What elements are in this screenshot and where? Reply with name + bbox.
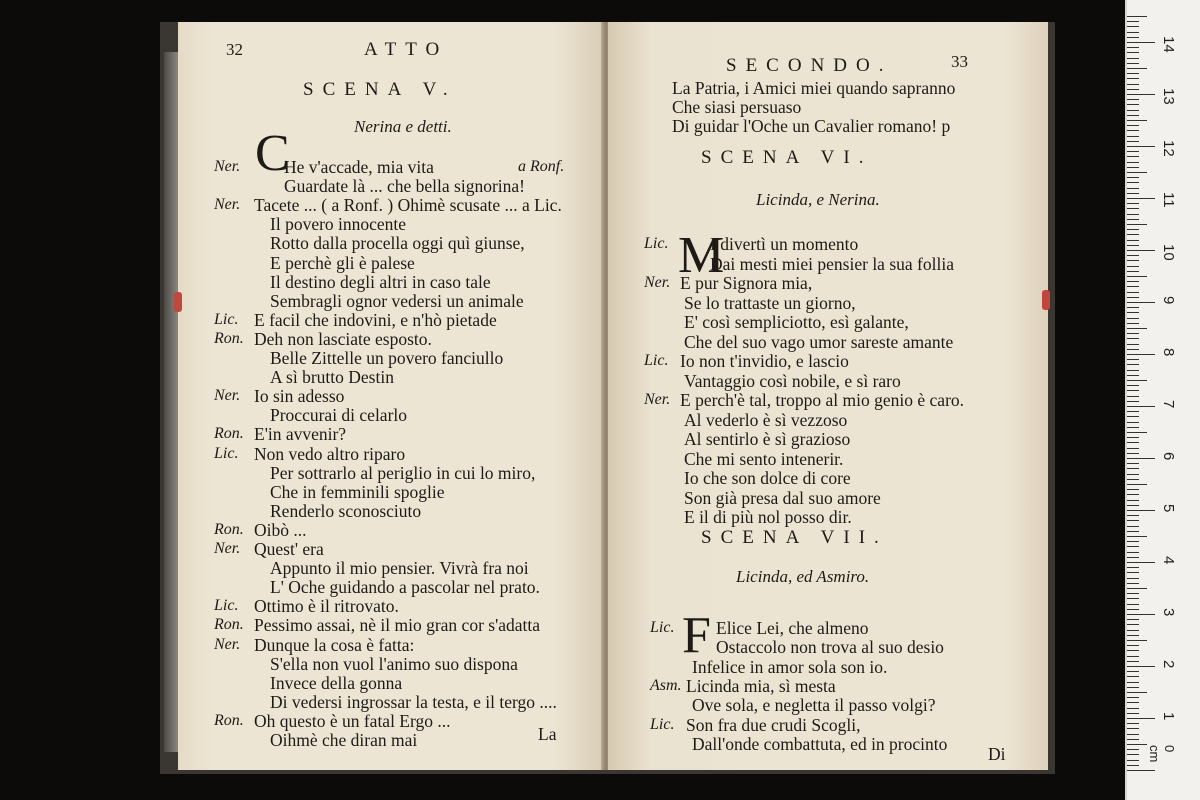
ruler-tick xyxy=(1127,312,1139,313)
ruler-tick xyxy=(1127,432,1147,433)
speaker-label: Ner. xyxy=(644,274,671,291)
dropcap-letter: C xyxy=(255,125,290,182)
ruler-tick xyxy=(1127,552,1139,553)
ruler-number: 8 xyxy=(1160,348,1177,357)
ruler-tick xyxy=(1127,484,1147,485)
ruler-tick xyxy=(1127,515,1139,516)
verse-line: Deh non lasciate esposto. xyxy=(254,328,432,349)
open-book xyxy=(160,22,1055,774)
ruler-tick xyxy=(1127,562,1155,563)
ruler-tick xyxy=(1127,604,1139,605)
ruler-number: 14 xyxy=(1160,36,1177,53)
page-number-right: 33 xyxy=(951,52,968,71)
catchword-right: Di xyxy=(988,744,1006,764)
ruler-number: 10 xyxy=(1160,244,1177,261)
ruler-number: 3 xyxy=(1160,608,1177,617)
ruler-tick xyxy=(1127,765,1139,766)
ruler-tick xyxy=(1127,458,1155,459)
ruler-tick xyxy=(1127,47,1139,48)
ruler-tick xyxy=(1127,572,1139,573)
speaker-label: Ner. xyxy=(644,391,671,408)
ruler-number: 1 xyxy=(1160,712,1177,721)
ruler-tick xyxy=(1127,723,1139,724)
ruler-tick xyxy=(1127,58,1139,59)
ruler-tick xyxy=(1127,224,1147,225)
ruler-tick xyxy=(1127,546,1139,547)
ruler-tick xyxy=(1127,328,1147,329)
ruler-tick xyxy=(1127,531,1139,532)
scene6-dropcap: M xyxy=(678,227,725,284)
ruler-tick xyxy=(1127,110,1139,111)
ruler-tick xyxy=(1127,333,1139,334)
verse-line: Licinda mia, sì mesta xyxy=(686,675,836,696)
ruler-tick xyxy=(1127,167,1139,168)
ruler-tick xyxy=(1127,151,1139,152)
verse-line: Al sentirlo è sì grazioso xyxy=(684,429,851,449)
verse-line: A sì brutto Destin xyxy=(270,367,394,388)
speaker-label: Ner. xyxy=(214,540,241,557)
scene7-characters: Licinda, ed Asmiro. xyxy=(736,567,870,586)
ruler-tick xyxy=(1127,136,1139,137)
ruler-tick xyxy=(1127,676,1139,677)
ruler-tick xyxy=(1127,94,1155,95)
ruler-tick xyxy=(1127,37,1139,38)
verse-line: E' così sempliciotto, esì galante, xyxy=(684,312,909,332)
ruler-tick xyxy=(1127,307,1139,308)
ruler-tick xyxy=(1127,182,1139,183)
ruler-number: 6 xyxy=(1160,452,1177,461)
verse-line: Guardate là ... che bella signorina! xyxy=(284,176,526,197)
ruler-tick xyxy=(1127,292,1139,293)
speaker-label: Ron. xyxy=(214,520,244,538)
ruler-tick xyxy=(1127,245,1139,246)
ruler-number: 5 xyxy=(1160,504,1177,513)
ruler-tick xyxy=(1127,354,1155,355)
ruler-tick xyxy=(1127,349,1139,350)
ruler-tick xyxy=(1127,666,1155,667)
speaker-label: Ron. xyxy=(214,711,244,729)
running-head-right: SECONDO. xyxy=(726,55,893,76)
verse-line: E il di più nol posso dir. xyxy=(684,507,852,527)
ruler-tick xyxy=(1127,463,1139,464)
ruler-tick xyxy=(1127,713,1139,714)
ruler-tick xyxy=(1127,104,1139,105)
ruler-unit-label: 0 cm xyxy=(1147,745,1177,763)
ruler-tick xyxy=(1127,141,1139,142)
verse-line: Pessimo assai, nè il mio gran cor s'adatta xyxy=(254,615,541,636)
ruler-tick xyxy=(1127,650,1139,651)
verse-line: Son fra due crudi Scogli, xyxy=(686,714,861,735)
ruler-tick xyxy=(1127,219,1139,220)
ruler-number: 4 xyxy=(1160,556,1177,565)
running-head-left: ATTO xyxy=(364,39,449,60)
verse-line: Renderlo sconosciuto xyxy=(270,500,422,521)
ruler-tick xyxy=(1127,661,1139,662)
ruler-number: 9 xyxy=(1160,296,1177,305)
verse-line: Son già presa dal suo amore xyxy=(684,487,881,508)
verse-line: Quest' era xyxy=(254,539,324,559)
speaker-label: Asm. xyxy=(650,676,682,694)
ruler-tick xyxy=(1127,640,1147,641)
ruler-tick xyxy=(1127,297,1139,298)
left-page xyxy=(178,22,603,770)
ruler-tick xyxy=(1127,302,1155,303)
ruler-tick xyxy=(1127,734,1139,735)
ruler-tick xyxy=(1127,593,1139,594)
ruler-tick xyxy=(1127,21,1139,22)
ruler-tick xyxy=(1127,526,1139,527)
ruler-tick xyxy=(1127,52,1139,53)
right-page xyxy=(608,22,1048,770)
ruler-tick xyxy=(1127,749,1139,750)
verse-line: Rotto dalla procella oggi quì giunse, xyxy=(270,233,525,254)
ruler-number: 11 xyxy=(1160,192,1177,208)
ruler-tick xyxy=(1127,687,1139,688)
ruler-tick xyxy=(1127,84,1139,85)
ruler-tick xyxy=(1127,16,1147,17)
verse-line: Ove sola, e negletta il passo volgi? xyxy=(692,695,936,716)
scene-characters: Nerina e detti. xyxy=(354,117,452,136)
ruler-tick xyxy=(1127,370,1139,371)
ruler-tick xyxy=(1127,442,1139,443)
ruler-number: 7 xyxy=(1160,400,1177,409)
speaker-label: Ron. xyxy=(214,329,244,347)
ruler-tick xyxy=(1127,396,1139,397)
ruler-tick xyxy=(1127,26,1139,27)
verse-line: Di vedersi ingrossar la testa, e il tergo .... xyxy=(270,691,557,712)
ruler-tick xyxy=(1127,32,1139,33)
ruler-tick xyxy=(1127,448,1139,449)
ruler-tick xyxy=(1127,422,1139,423)
page-number-left: 32 xyxy=(226,40,243,59)
verse-line: E'in avvenir? xyxy=(254,424,347,445)
ruler-tick xyxy=(1127,583,1139,584)
speaker-label: Ner. xyxy=(214,635,241,653)
verse-line: E perchè gli è palese xyxy=(270,252,415,273)
ruler-tick xyxy=(1127,624,1139,625)
speaker-label: Ner. xyxy=(214,158,241,175)
ruler-tick xyxy=(1127,89,1139,90)
verse-line: Per sottrarlo al periglio in cui lo miro, xyxy=(270,462,536,483)
ruler-tick xyxy=(1127,323,1139,324)
catchword-left: La xyxy=(538,724,557,744)
ruler-tick xyxy=(1127,598,1139,599)
ruler-tick xyxy=(1127,744,1147,745)
verse-line: Oibò ... xyxy=(254,519,307,540)
verse-line: Vantaggio così nobile, e sì raro xyxy=(684,370,901,391)
scene6-title: SCENA VI. xyxy=(701,147,873,168)
verse-line: Oh questo è un fatal Ergo ... xyxy=(254,710,451,731)
ruler-tick xyxy=(1127,156,1139,157)
verse-line: Proccurai di celarlo xyxy=(270,405,408,426)
speaker-label: Lic. xyxy=(644,352,669,369)
ruler-tick xyxy=(1127,500,1139,501)
verse-line: Dall'onde combattuta, ed in procinto xyxy=(692,733,948,754)
ruler-tick xyxy=(1127,286,1139,287)
ruler-tick xyxy=(1127,364,1139,365)
ruler-number: 13 xyxy=(1160,88,1177,105)
verse-line: Io che son dolce di core xyxy=(684,468,851,488)
verse-line: Che in femminili spoglie xyxy=(270,481,445,502)
ruler-tick xyxy=(1127,255,1139,256)
ruler-tick xyxy=(1127,146,1155,147)
ruler-tick xyxy=(1127,68,1147,69)
ruler-tick xyxy=(1127,692,1147,693)
ruler-tick xyxy=(1127,505,1139,506)
verse-line: E facil che indovini, e n'hò pietade xyxy=(254,309,497,330)
verse-line: Tacete ... ( a Ronf. ) Ohimè scusate ... a Lic. xyxy=(254,195,562,216)
ruler-tick xyxy=(1127,437,1139,438)
ruler-tick xyxy=(1127,614,1155,615)
verse-line: Appunto il mio pensier. Vivrà fra noi xyxy=(270,558,529,579)
ruler-tick xyxy=(1127,318,1139,319)
ruler-tick xyxy=(1127,229,1139,230)
ruler-tick xyxy=(1127,541,1139,542)
verse-line: Al vederlo è sì vezzoso xyxy=(684,409,848,430)
ruler-tick xyxy=(1127,338,1139,339)
verse-line: Infelice in amor sola son io. xyxy=(692,656,888,677)
verse-line: Io sin adesso xyxy=(254,386,345,407)
verse-line: Sembragli ognor vedersi un animale xyxy=(270,290,524,311)
ruler-tick xyxy=(1127,760,1139,761)
ruler-tick xyxy=(1127,208,1139,209)
ruler-tick xyxy=(1127,115,1139,116)
ruler-tick xyxy=(1127,728,1139,729)
ruler-tick xyxy=(1127,250,1155,251)
ruler-tick xyxy=(1127,130,1139,131)
scene7-title: SCENA VII. xyxy=(701,527,888,548)
ruler-tick xyxy=(1127,609,1139,610)
ruler-tick xyxy=(1127,73,1139,74)
ruler-tick xyxy=(1127,271,1139,272)
verse-line: L' Oche guidando a pascolar nel prato. xyxy=(270,577,540,598)
ruler-tick xyxy=(1127,708,1139,709)
ruler-tick xyxy=(1127,260,1139,261)
speaker-label: Ner. xyxy=(214,387,241,405)
speaker-label: Ron. xyxy=(214,425,244,443)
ruler-tick xyxy=(1127,281,1139,282)
ruler-tick xyxy=(1127,494,1139,495)
ruler-tick xyxy=(1127,63,1139,64)
ruler-tick xyxy=(1127,177,1139,178)
ruler-tick xyxy=(1127,198,1155,199)
ruler-tick xyxy=(1127,645,1139,646)
verse-line: He v'accade, mia vita xyxy=(284,157,434,177)
verse-line: E pur Signora mia, xyxy=(680,273,813,293)
ruler-tick xyxy=(1127,474,1139,475)
speaker-label: Lic. xyxy=(214,597,239,615)
verse-line: Invece della gonna xyxy=(270,672,403,693)
ruler-tick xyxy=(1127,375,1139,376)
ruler-tick xyxy=(1127,510,1155,511)
ruler-tick xyxy=(1127,188,1139,189)
verse-line: Dai mesti miei pensier la sua follia xyxy=(710,253,954,274)
ruler-tick xyxy=(1127,718,1155,719)
verse-line: E perch'è tal, troppo al mio genio è caro. xyxy=(680,390,965,410)
ruler-tick xyxy=(1127,520,1139,521)
ruler-tick xyxy=(1127,754,1139,755)
ruler-tick xyxy=(1127,536,1147,537)
verse-line: Io non t'invidio, e lascio xyxy=(680,351,849,371)
ruler-tick xyxy=(1127,214,1139,215)
ruler-tick xyxy=(1127,193,1139,194)
ruler-tick xyxy=(1127,276,1147,277)
ruler-tick xyxy=(1127,697,1139,698)
ruler-tick xyxy=(1127,619,1139,620)
ruler-tick xyxy=(1127,78,1139,79)
ruler-tick xyxy=(1127,739,1139,740)
ruler-tick xyxy=(1127,468,1139,469)
ruler-tick xyxy=(1127,427,1139,428)
ruler-tick xyxy=(1127,630,1139,631)
speaker-label: Lic. xyxy=(214,310,239,328)
ruler-tick xyxy=(1127,172,1147,173)
ruler-tick xyxy=(1127,489,1139,490)
ruler-tick xyxy=(1127,390,1139,391)
verse-line: S'ella non vuol l'animo suo dispona xyxy=(270,653,518,674)
verse-line: Oihmè che diran mai xyxy=(270,730,418,750)
scene6-characters: Licinda, e Nerina. xyxy=(756,190,880,209)
ruler-tick xyxy=(1127,702,1139,703)
speaker-label: Ner. xyxy=(214,196,241,214)
verse-line: Se lo trattaste un giorno, xyxy=(684,292,856,313)
ruler-tick xyxy=(1127,359,1139,360)
verse-line: Dunque la cosa è fatta: xyxy=(254,634,415,655)
stage-direction-aside: a Ronf. xyxy=(518,158,565,175)
ruler-tick xyxy=(1127,385,1139,386)
ruler-tick xyxy=(1127,682,1139,683)
verse-line: La Patria, i Amici miei quando sapranno xyxy=(672,78,956,98)
speaker-label: Lic. xyxy=(650,715,675,733)
ruler-tick xyxy=(1127,234,1139,235)
verse-line: Non vedo altro riparo xyxy=(254,443,406,464)
ruler-tick xyxy=(1127,770,1155,771)
ruler-tick xyxy=(1127,266,1139,267)
verse-line: Ostaccolo non trova al suo desio xyxy=(716,637,944,658)
verse-line: Il destino degli altri in caso tale xyxy=(270,271,491,292)
ruler-tick xyxy=(1127,162,1139,163)
ruler-tick xyxy=(1127,99,1139,100)
ruler-tick xyxy=(1127,406,1155,407)
verse-line: Di guidar l'Oche un Cavalier romano! p xyxy=(672,116,951,136)
ruler-tick xyxy=(1127,240,1139,241)
ruler-tick xyxy=(1127,344,1139,345)
verse-line: Belle Zittelle un povero fanciullo xyxy=(270,348,504,368)
ruler-tick xyxy=(1127,588,1147,589)
ruler-tick xyxy=(1127,401,1139,402)
book-spine-edge xyxy=(164,52,178,752)
ruler-tick xyxy=(1127,380,1147,381)
ruler-tick xyxy=(1127,671,1139,672)
ruler-tick xyxy=(1127,635,1139,636)
ruler-tick xyxy=(1127,479,1139,480)
ruler-number: 2 xyxy=(1160,660,1177,669)
ruler-tick xyxy=(1127,203,1139,204)
red-page-marker-left xyxy=(174,292,182,312)
ruler-tick xyxy=(1127,557,1139,558)
verse-line: Il povero innocente xyxy=(270,214,407,235)
scene7-dropcap: F xyxy=(682,607,711,664)
ruler-tick xyxy=(1127,411,1139,412)
ruler-tick xyxy=(1127,120,1147,121)
speaker-label: Ron. xyxy=(214,616,244,634)
ruler-tick xyxy=(1127,125,1139,126)
speaker-label: Lic. xyxy=(214,444,239,462)
ruler-tick xyxy=(1127,656,1139,657)
ruler-tick xyxy=(1127,567,1139,568)
scene-title: SCENA V. xyxy=(303,79,457,100)
ruler-tick xyxy=(1127,578,1139,579)
verse-line: Che del suo vago umor sareste amante xyxy=(684,331,954,352)
ruler-tick xyxy=(1127,42,1155,43)
ruler-tick xyxy=(1127,453,1139,454)
speaker-label: Lic. xyxy=(644,235,669,252)
verse-line: Ottimo è il ritrovato. xyxy=(254,596,399,617)
ruler-tick xyxy=(1127,416,1139,417)
measurement-ruler xyxy=(1125,0,1200,800)
verse-line: Che mi sento intenerir. xyxy=(684,448,844,469)
verse-line: I divertì un momento xyxy=(710,234,859,254)
verse-line: Che siasi persuaso xyxy=(672,97,802,117)
verse-line: Elice Lei, che almeno xyxy=(716,618,869,638)
speaker-label: Lic. xyxy=(650,619,675,636)
red-page-marker-right xyxy=(1042,290,1050,310)
ruler-number: 12 xyxy=(1160,140,1177,157)
